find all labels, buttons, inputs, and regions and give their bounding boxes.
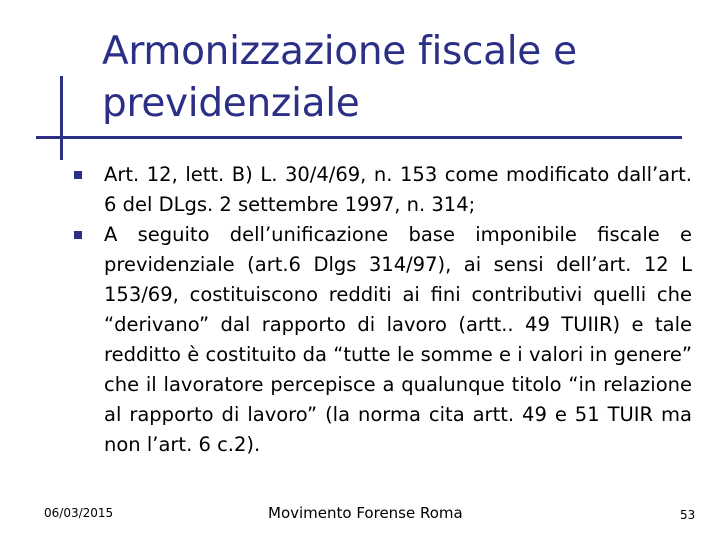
bullet-list xyxy=(72,160,692,460)
footer-date: 06/03/2015 xyxy=(44,506,114,520)
decorative-vertical-line xyxy=(60,76,63,160)
page-number: 53 xyxy=(680,508,696,522)
bullet-item xyxy=(72,220,692,460)
square-bullet-icon xyxy=(74,171,82,179)
bullet-text: A seguito dell’unificazione base imponibile fiscale e previdenziale (art.6 Dlgs 314/97), ai sensi dell’art. 12 L 153/69, costituiscono redditi ai fini contributivi quelli che “derivano” dal rapporto di lavoro (artt.. 49 TUIIR) e tale redditto è costituito da “tutte le somme e i valori in genere” che il lavoratore percepisce a qualunque titolo “in relazione al rapporto di lavoro” (la norma cita artt. 49 e 51 TUIR ma non l’art. 6 c.2). xyxy=(104,223,692,456)
slide-title: Armonizzazione fiscale e previdenziale xyxy=(102,29,577,126)
bullet-text: Art. 12, lett. B) L. 30/4/69, n. 153 come modificato dall’art. 6 del DLgs. 2 settembre 1997, n. 314; xyxy=(104,163,692,216)
footer-organization: Movimento Forense Roma xyxy=(268,504,463,522)
bullet-item xyxy=(72,160,692,220)
decorative-horizontal-line xyxy=(36,136,682,139)
square-bullet-icon xyxy=(74,231,82,239)
